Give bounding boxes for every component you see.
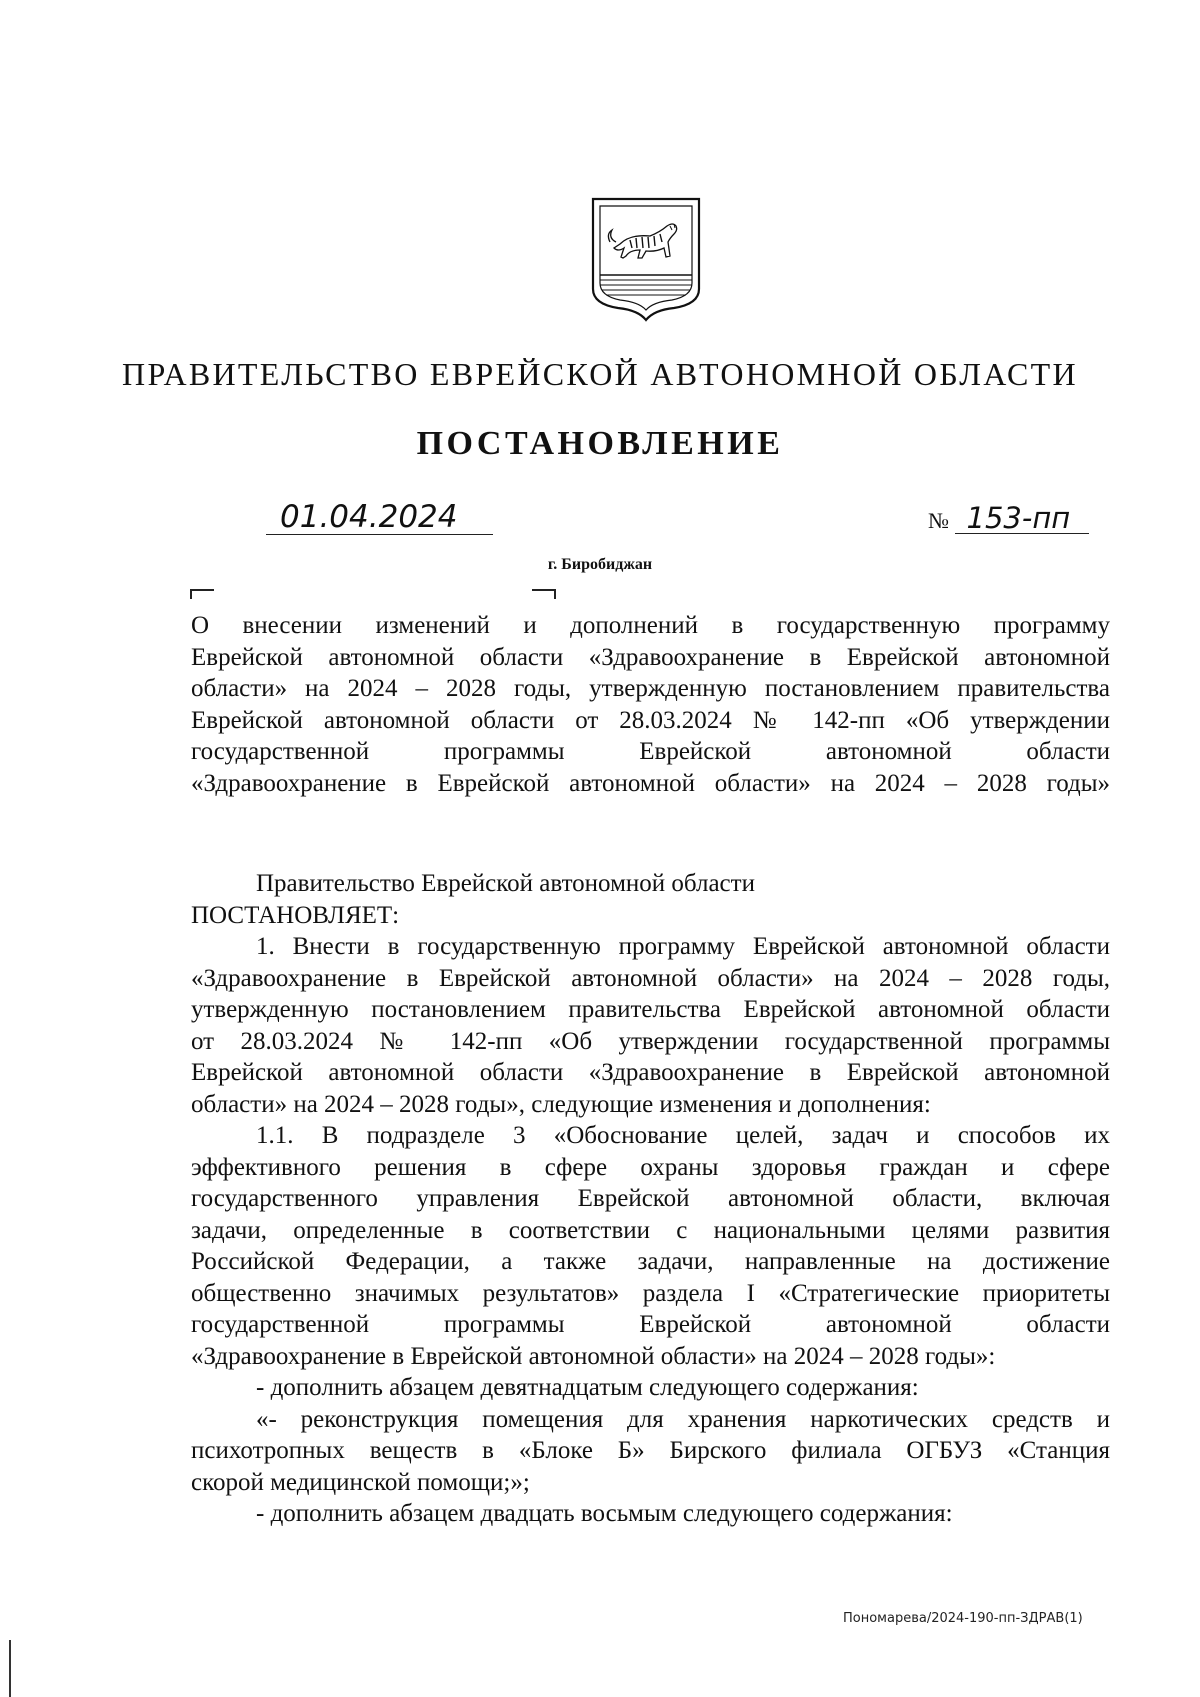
item-1-1-line: государственного управления Еврейской автономной области, включая [191,1185,1110,1212]
handwritten-number: 153-пп [955,503,1089,534]
item-1-line: от 28.03.2024 № 142-пп «Об утверждении государственной программы [191,1027,1110,1055]
item-1-line: утвержденную постановлением правительства Еврейской автономной области [191,996,1110,1023]
document-type-title: ПОСТАНОВЛЕНИЕ [416,425,784,462]
item-1-1-line: общественно значимых результатов» раздела I «Стратегические приоритеты [191,1279,1110,1307]
document-subject [191,610,1110,799]
coat-of-arms-emblem [590,196,702,322]
document-number [928,503,1089,534]
item-1-line: области» на 2024 – 2028 годы», следующие изменения и дополнения: [191,1090,931,1118]
subject-line: Еврейской автономной области от 28.03.2024 № 142-пп «Об утверждении [191,706,1110,734]
handwritten-date: 01.04.2024 [266,500,493,535]
city-line: г. Биробиджан [547,556,653,573]
item-1-line: «Здравоохранение в Еврейской автономной области» на 2024 – 2028 годы, [191,964,1110,992]
quoted-text-line: психотропных веществ в «Блоке Б» Бирского филиала ОГБУЗ «Станция [191,1437,1110,1464]
subject-line: государственной программы Еврейской автономной области [191,738,1110,765]
left-corner-bracket [190,589,214,599]
subject-line: области» на 2024 – 2028 годы, утвержденную постановлением правительства [191,675,1110,702]
scan-margin-line [9,1640,11,1697]
government-title: ПРАВИТЕЛЬСТВО ЕВРЕЙСКОЙ АВТОНОМНОЙ ОБЛАСТИ [122,356,1078,392]
number-sign: № [928,508,949,533]
subject-line: «Здравоохранение в Еврейской автономной области» на 2024 – 2028 годы» [191,769,1110,797]
item-1-1-line: «Здравоохранение в Еврейской автономной области» на 2024 – 2028 годы»: [191,1342,996,1370]
amendment-paragraph-19: - дополнить абзацем девятнадцатым следующего содержания: [256,1374,919,1401]
quoted-text-line: «- реконструкция помещения для хранения наркотических средств и [256,1405,1110,1433]
document-body [191,868,1110,1530]
preamble-line: Правительство Еврейской автономной области [256,870,755,897]
item-1-1-line: эффективного решения в сфере охраны здоровья граждан и сфере [191,1153,1110,1181]
right-corner-bracket [532,589,556,599]
quoted-text-line: скорой медицинской помощи;»; [191,1468,530,1496]
item-1-1-line: 1.1. В подразделе 3 «Обоснование целей, задач и способов их [256,1122,1110,1149]
footer-reference: Пономарева/2024-190-пп-ЗДРАВ(1) [843,1611,1083,1626]
amendment-paragraph-28: - дополнить абзацем двадцать восьмым следующего содержания: [256,1500,953,1527]
item-1-line: 1. Внести в государственную программу Еврейской автономной области [256,933,1110,960]
preamble-resolves: ПОСТАНОВЛЯЕТ: [191,901,400,929]
subject-line: О внесении изменений и дополнений в государственную программу [191,612,1110,639]
item-1-1-line: Российской Федерации, а также задачи, направленные на достижение [191,1248,1110,1275]
item-1-1-line: государственной программы Еврейской автономной области [191,1311,1110,1338]
subject-line: Еврейской автономной области «Здравоохранение в Еврейской автономной [191,643,1110,671]
item-1-line: Еврейской автономной области «Здравоохранение в Еврейской автономной [191,1059,1110,1086]
item-1-1-line: задачи, определенные в соответствии с национальными целями развития [191,1216,1110,1244]
